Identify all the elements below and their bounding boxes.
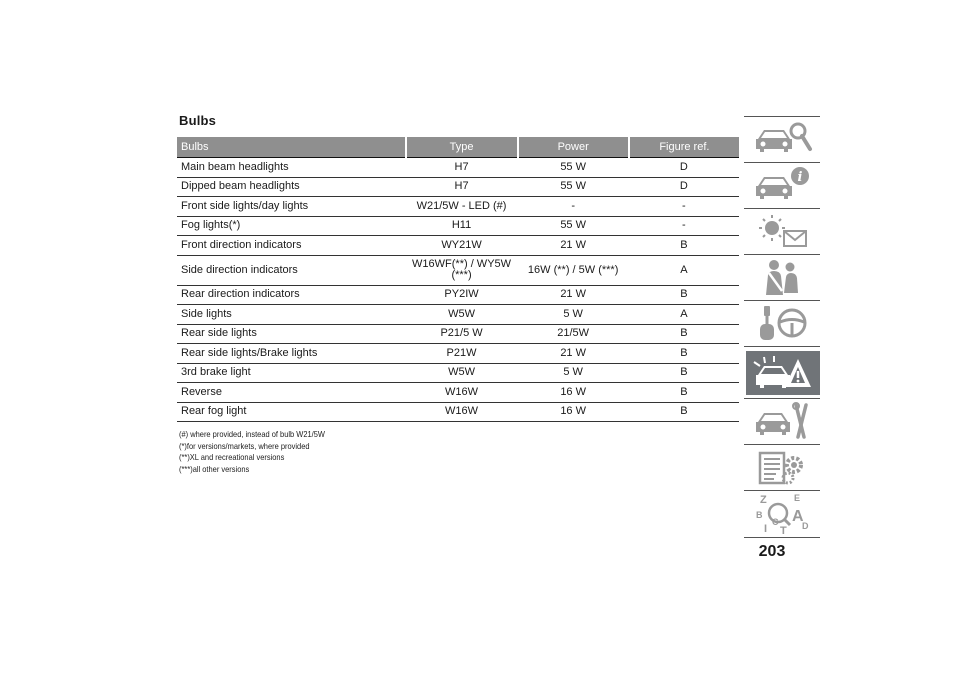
table-row [177, 402, 739, 422]
table-row [177, 305, 739, 325]
svg-text:E: E [794, 493, 801, 503]
figure-ref-cell: D [629, 177, 739, 197]
bulb-power-cell: 55 W [518, 216, 629, 236]
bulb-power-cell: 21/5W [518, 324, 629, 344]
figure-ref-cell: - [629, 216, 739, 236]
figure-ref-cell: A [629, 255, 739, 285]
svg-text:i: i [797, 170, 803, 185]
bulb-power-cell: 55 W [518, 177, 629, 197]
car-search-icon [752, 119, 814, 159]
bulb-name-cell: Rear fog light [177, 402, 406, 422]
table-row [177, 324, 739, 344]
figure-ref-cell: B [629, 324, 739, 344]
bulb-name-cell: Fog lights(*) [177, 216, 406, 236]
technical-data-gear-icon [752, 447, 814, 487]
bulb-name-cell: Front side lights/day lights [177, 197, 406, 217]
bulb-type-cell: W16WF(**) / WY5W (***) [406, 255, 518, 285]
bulb-type-cell: H7 [406, 158, 518, 178]
bulb-power-cell: 55 W [518, 158, 629, 178]
alphabetical-index-icon [752, 491, 814, 535]
header-figure-ref: Figure ref. [629, 137, 739, 158]
chapter-tab-9[interactable] [746, 491, 820, 535]
chapter-tab-7[interactable] [746, 399, 820, 443]
footnote: (*)for versions/markets, where provided [179, 440, 310, 451]
chapter-tab-2[interactable] [746, 163, 820, 207]
divider [744, 346, 820, 347]
figure-ref-cell: A [629, 305, 739, 325]
bulb-type-cell: P21/5 W [406, 324, 518, 344]
figure-ref-cell: B [629, 402, 739, 422]
bulb-type-cell: H7 [406, 177, 518, 197]
bulb-power-cell: 5 W [518, 363, 629, 383]
bulbs-table [177, 137, 739, 422]
table-header-row [177, 137, 739, 158]
figure-ref-cell: B [629, 236, 739, 256]
table-row [177, 344, 739, 364]
figure-ref-cell: B [629, 344, 739, 364]
bulb-name-cell: 3rd brake light [177, 363, 406, 383]
bulb-name-cell: Rear side lights [177, 324, 406, 344]
chapter-tab-3[interactable] [746, 209, 820, 253]
table-row [177, 216, 739, 236]
bulb-name-cell: Side direction indicators [177, 255, 406, 285]
chapter-tab-4[interactable] [746, 255, 820, 299]
page-number: 203 [758, 543, 786, 560]
warning-light-message-icon [752, 211, 814, 251]
table-row [177, 285, 739, 305]
chapter-tab-8[interactable] [746, 445, 820, 489]
figure-ref-cell: B [629, 285, 739, 305]
footnotes [179, 429, 325, 475]
svg-text:T: T [780, 525, 787, 535]
bulb-type-cell: W16W [406, 402, 518, 422]
figure-ref-cell: B [629, 383, 739, 403]
bulb-type-cell: W21/5W - LED (#) [406, 197, 518, 217]
bulb-name-cell: Rear side lights/Brake lights [177, 344, 406, 364]
bulb-name-cell: Side lights [177, 305, 406, 325]
table-row [177, 177, 739, 197]
svg-text:Z: Z [760, 494, 767, 506]
car-maintenance-tools-icon [752, 401, 814, 441]
table-row [177, 236, 739, 256]
bulb-power-cell: 21 W [518, 344, 629, 364]
bulb-power-cell: 16W (**) / 5W (***) [518, 255, 629, 285]
footnote: (**)XL and recreational versions [179, 452, 285, 462]
seat-belt-passenger-icon [752, 257, 814, 297]
bulb-power-cell: 21 W [518, 236, 629, 256]
svg-text:B: B [756, 510, 763, 520]
figure-ref-cell: B [629, 363, 739, 383]
svg-text:I: I [764, 523, 768, 535]
bulb-name-cell: Rear direction indicators [177, 285, 406, 305]
divider [744, 537, 820, 538]
key-steering-wheel-icon [752, 303, 814, 343]
bulb-power-cell: - [518, 197, 629, 217]
table-row [177, 197, 739, 217]
car-breakdown-warning-icon [752, 353, 814, 393]
table-row [177, 158, 739, 178]
section-title: Bulbs [179, 113, 217, 128]
bulb-power-cell: 21 W [518, 285, 629, 305]
svg-text:D: D [802, 521, 809, 531]
bulb-power-cell: 16 W [518, 402, 629, 422]
chapter-tab-1[interactable] [746, 117, 820, 161]
table-row [177, 383, 739, 403]
bulb-name-cell: Reverse [177, 383, 406, 403]
figure-ref-cell: D [629, 158, 739, 178]
bulb-name-cell: Main beam headlights [177, 158, 406, 178]
bulb-power-cell: 5 W [518, 305, 629, 325]
figure-ref-cell: - [629, 197, 739, 217]
svg-text:C: C [772, 517, 779, 527]
footnote: (#) where provided, instead of bulb W21/5W [179, 429, 325, 439]
bulb-power-cell: 16 W [518, 383, 629, 403]
chapter-tab-6-active[interactable] [746, 351, 820, 395]
header-type: Type [406, 137, 518, 158]
footnote: (***)all other versions [179, 463, 250, 474]
bulb-name-cell: Front direction indicators [177, 236, 406, 256]
table-row [177, 255, 739, 285]
bulb-type-cell: PY2IW [406, 285, 518, 305]
bulb-type-cell: W5W [406, 363, 518, 383]
bulb-type-cell: W5W [406, 305, 518, 325]
chapter-tab-5[interactable] [746, 301, 820, 345]
table-row [177, 363, 739, 383]
bulb-type-cell: H11 [406, 216, 518, 236]
bulb-type-cell: P21W [406, 344, 518, 364]
svg-text:A: A [792, 508, 804, 525]
bulb-type-cell: WY21W [406, 236, 518, 256]
bulb-name-cell: Dipped beam headlights [177, 177, 406, 197]
header-bulbs: Bulbs [177, 137, 406, 158]
header-power: Power [518, 137, 629, 158]
car-info-icon [752, 165, 814, 205]
bulb-type-cell: W16W [406, 383, 518, 403]
